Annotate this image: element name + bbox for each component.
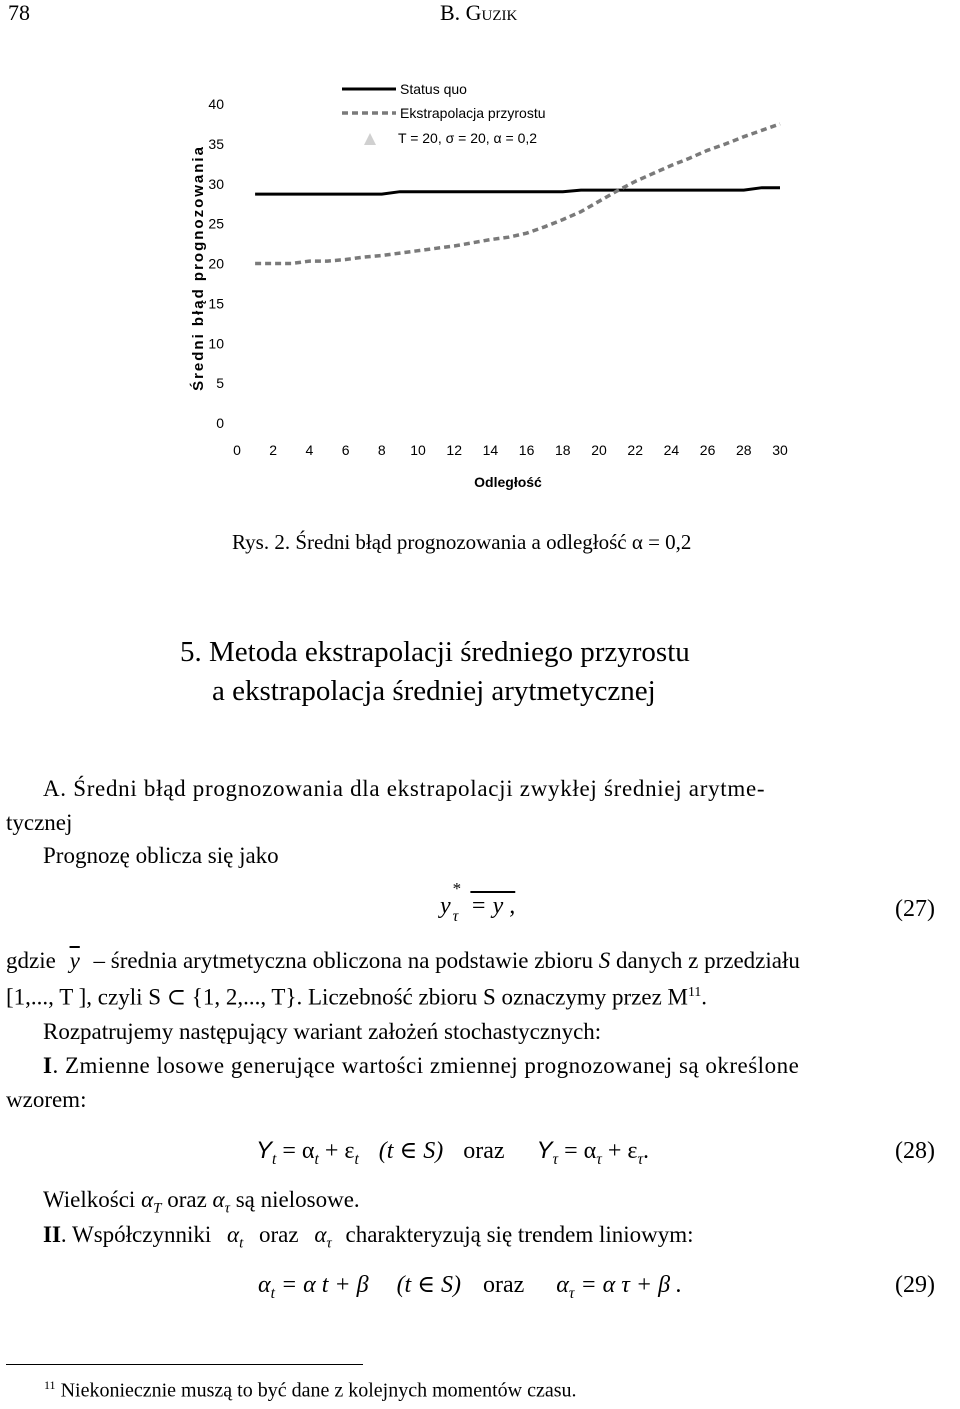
eq28-condition: (t ∈ S) (378, 1138, 444, 1164)
equation-27-number: (27) (895, 896, 935, 922)
eq27-lhs: y (440, 893, 451, 919)
equation-29-number: (29) (895, 1272, 935, 1298)
y-tick-label: 0 (216, 415, 224, 431)
para2-wielkosci: Wielkości (43, 1187, 136, 1212)
x-tick-label: 12 (446, 442, 462, 458)
x-axis-label: Odległość (474, 474, 542, 490)
x-tick-label: 26 (699, 442, 716, 458)
para1-set-s: S (598, 948, 611, 973)
y-tick-label: 40 (208, 96, 224, 112)
x-tick-label: 30 (772, 442, 788, 458)
x-tick-label: 0 (233, 442, 241, 458)
x-tick-label: 18 (555, 442, 571, 458)
para1-line5: wzorem: (6, 1087, 87, 1112)
para1-line2 (6, 984, 707, 1011)
para2-nonrandom: są nielosowe. (235, 1187, 360, 1212)
section-heading-line1: 5. Metoda ekstrapolacji średniego przyrostu (180, 636, 690, 668)
para2-alpha-t-sub: t (239, 1235, 244, 1252)
assumption-i-number: I (43, 1053, 53, 1078)
subsection-heading-line1: A. Średni błąd prognozowania dla ekstrapolacji zwykłej średniej arytme- (43, 776, 766, 801)
footnote-ref-11: 11 (688, 984, 702, 999)
y-axis-label: Średni błąd prognozowania (190, 145, 207, 391)
para1-desc: – średnia arytmetyczna obliczona na podstawie zbioru (93, 948, 593, 973)
eq28-alpha-tau-sub: τ (596, 1150, 602, 1168)
x-tick-label: 24 (663, 442, 680, 458)
section-heading-line2: a ekstrapolacja średniej arytmetycznej (212, 675, 656, 707)
x-tick-label: 10 (410, 442, 426, 458)
para2-alpha-tau-sub: τ (224, 1200, 230, 1217)
para2-alpha-T-sub: T (153, 1200, 162, 1217)
eq28-eps-tau: + ε (607, 1138, 638, 1164)
y-tick-label: 5 (216, 375, 224, 392)
eq27-sub: τ (452, 908, 459, 925)
para2-alpha-tau2: α (314, 1222, 327, 1247)
eq28-Y-tau-sub: τ (552, 1150, 559, 1168)
para2-line2 (43, 1222, 694, 1253)
eq28-alpha-t-sub: t (314, 1150, 319, 1168)
eq28-Y-tau: Y (536, 1137, 553, 1164)
legend-label-params: T = 20, σ = 20, α = 0,2 (398, 130, 538, 146)
para2-oraz: oraz (167, 1187, 207, 1212)
x-tick-label: 6 (341, 442, 350, 458)
legend-label-ekstrapolacja: Ekstrapolacja przyrostu (400, 105, 546, 121)
legend-label-status-quo: Status quo (400, 81, 467, 97)
footnote-rule (6, 1364, 363, 1365)
y-tick-label: 25 (208, 215, 224, 232)
para1-var-ybar: $\overline{y}$ (69, 948, 80, 973)
series-line-status-quo (255, 188, 780, 194)
para1-line3: Rozpatrujemy następujący wariant założeń stochastycznych: (43, 1019, 602, 1044)
eq28-oraz: oraz (463, 1138, 505, 1164)
eq28-alpha-t: = α (282, 1138, 315, 1164)
x-tick-label: 16 (518, 442, 535, 458)
legend-triangle-marker (364, 133, 376, 145)
eq28-eps-tau-sub: τ (637, 1150, 644, 1168)
para2-alpha-tau: α (212, 1187, 225, 1212)
subsection-heading-line2: tycznej (6, 810, 73, 835)
eq29-alpha-tau-sub: τ (568, 1284, 575, 1302)
y-tick-label: 20 (208, 255, 224, 272)
prognosis-intro: Prognozę oblicza się jako (43, 843, 279, 868)
eq27-sup: * (452, 879, 462, 898)
eq29-rhs2: = α τ + β . (580, 1272, 683, 1298)
y-tick-label: 35 (208, 135, 224, 152)
eq28-end: . (643, 1138, 650, 1164)
assumption-i-text: . Zmienne losowe generujące wartości zmiennej prognozowanej są określone (52, 1053, 800, 1078)
para2-alpha-T: α (141, 1187, 154, 1212)
eq28-Y-t: Y (256, 1137, 273, 1164)
eq28-eps-t: + ε (324, 1138, 355, 1164)
eq29-condition: (t ∈ S) (396, 1272, 461, 1298)
assumption-ii-number: II (43, 1222, 61, 1247)
eq28-Y-t-sub: t (272, 1150, 277, 1168)
x-tick-label: 4 (305, 442, 314, 458)
equation-29 (258, 1270, 682, 1303)
line-chart (0, 70, 960, 500)
para2-trend: charakteryzują się trendem liniowym: (345, 1222, 694, 1247)
footnote-number: 11 (44, 1378, 56, 1392)
eq29-oraz: oraz (482, 1272, 525, 1298)
para1-desc2: danych z przedziału (615, 948, 800, 973)
para2-oraz2: oraz (258, 1222, 299, 1247)
page-number: 78 (8, 0, 30, 25)
footnote-text: Niekoniecznie muszą to być dane z kolejnych momentów czasu. (60, 1379, 577, 1402)
eq29-alpha-t: α (258, 1272, 271, 1298)
x-tick-label: 2 (269, 442, 278, 458)
x-tick-label: 20 (591, 442, 607, 458)
equation-28-number: (28) (895, 1138, 935, 1164)
eq29-alpha-t-sub: t (270, 1284, 275, 1302)
x-tick-label: 8 (377, 442, 386, 458)
figure-caption (232, 530, 691, 555)
equation-27 (440, 879, 516, 925)
para2-line1 (43, 1187, 360, 1218)
para1-line2-text: [1,..., T ], czyli S ⊂ {1, 2,..., T}. Liczebność zbioru S oznaczymy przez M (6, 984, 688, 1010)
para1-line2-end: . (701, 984, 708, 1010)
eq28-alpha-tau: = α (564, 1138, 597, 1164)
footnote (44, 1378, 577, 1403)
x-tick-label: 28 (736, 442, 752, 458)
para1-gdzie: gdzie (6, 948, 56, 973)
equation-28 (256, 1136, 649, 1169)
y-tick-label: 10 (208, 335, 224, 352)
eq29-alpha-tau: α (556, 1272, 569, 1298)
para2-alpha-t: α (227, 1222, 240, 1247)
figure-caption-label: Rys. 2. (232, 530, 291, 554)
eq29-rhs: = α t + β (280, 1272, 369, 1298)
x-tick-label: 14 (482, 442, 499, 458)
para1-line4 (43, 1053, 799, 1079)
eq27-rhs: = y , (470, 893, 516, 919)
running-head: B. Guzik (440, 0, 518, 25)
para1-line1 (6, 948, 800, 974)
x-tick-label: 22 (627, 442, 643, 458)
figure-caption-text: Średni błąd prognozowania a odległość α = 0,2 (295, 530, 692, 554)
assumption-ii-text: . Współczynniki (60, 1222, 212, 1247)
y-tick-label: 15 (208, 295, 224, 312)
eq28-eps-t-sub: t (354, 1150, 359, 1168)
para2-alpha-tau2-sub: τ (326, 1235, 332, 1252)
y-tick-label: 30 (208, 175, 224, 192)
